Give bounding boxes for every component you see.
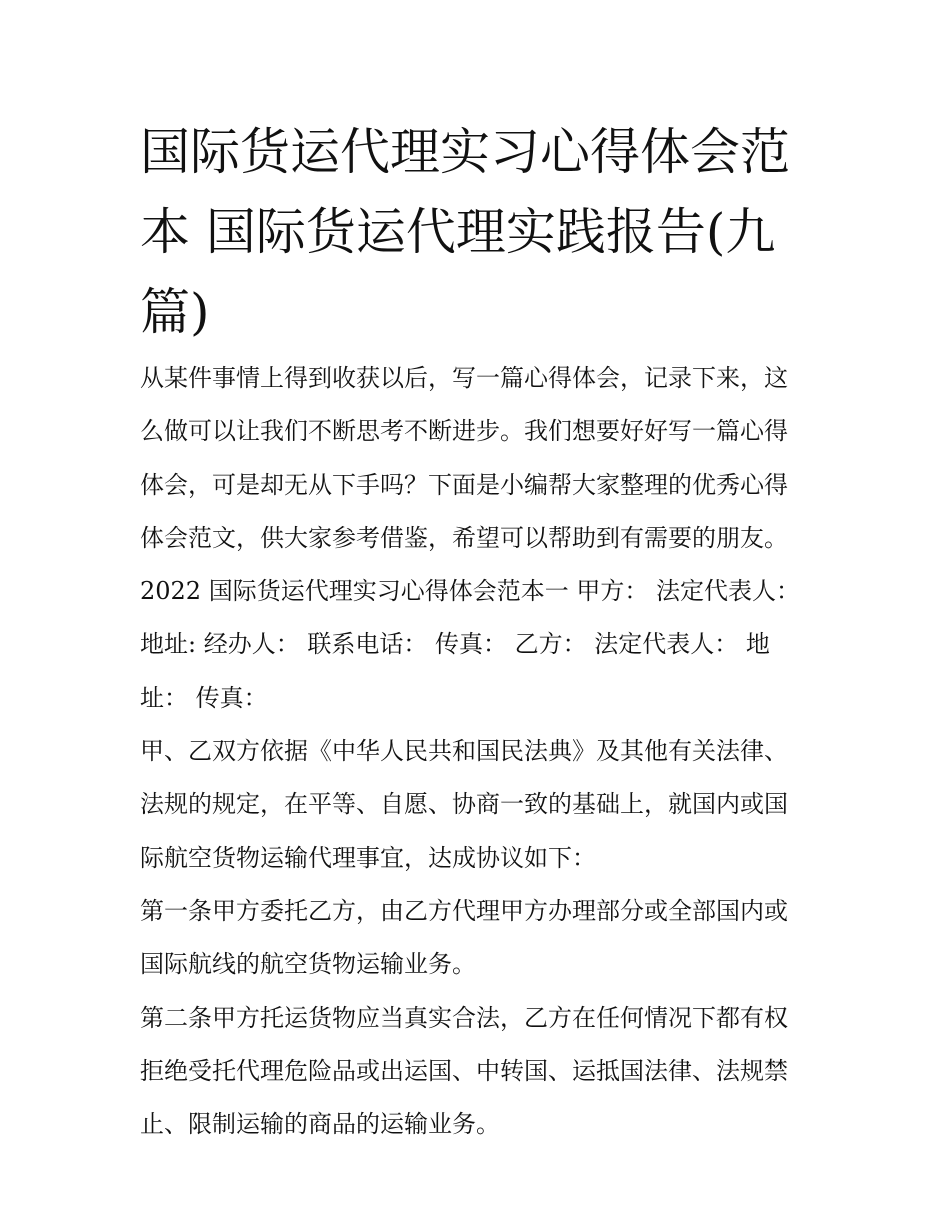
body-line — [140, 672, 820, 725]
body-line-text: 址： 传真： — [140, 683, 268, 712]
body-line-text: 法规的规定，在平等、自愿、协商一致的基础上，就国内或国 — [140, 790, 788, 819]
body-line — [140, 512, 820, 565]
title-line-2: 本 国际货运代理实践报告(九 — [140, 203, 776, 261]
body-line-text: 体会，可是却无从下手吗？下面是小编帮大家整理的优秀心得 — [140, 470, 788, 499]
body-line-text: 止、限制运输的商品的运输业务。 — [140, 1110, 500, 1139]
body-line-text: 甲、乙双方依据《中华人民共和国民法典》及其他有关法律、 — [140, 737, 788, 766]
body-line — [140, 459, 820, 512]
title-line-1: 国际货运代理实习心得体会范 — [140, 123, 790, 181]
body-line-text: 际航空货物运输代理事宜，达成协议如下： — [140, 843, 596, 872]
body-line — [140, 352, 820, 405]
body-line — [140, 725, 820, 778]
body-line-text: 国际航线的航空货物运输业务。 — [140, 950, 476, 979]
body-line — [140, 832, 820, 885]
body-line — [140, 992, 820, 1045]
body-line-text: 第二条甲方托运货物应当真实合法，乙方在任何情况下都有权 — [140, 1003, 788, 1032]
body-line — [140, 1045, 820, 1098]
body-line-text: 拒绝受托代理危险品或出运国、中转国、运抵国法律、法规禁 — [140, 1056, 788, 1085]
body-line — [140, 618, 820, 671]
body-line-text: 么做可以让我们不断思考不断进步。我们想要好好写一篇心得 — [140, 417, 788, 446]
body-line-text: 体会范文，供大家参考借鉴，希望可以帮助到有需要的朋友。 — [140, 523, 788, 552]
body-line — [140, 778, 820, 831]
body-line-text: 2022 国际货运代理实习心得体会范本一 甲方： 法定代表人： — [140, 577, 800, 606]
body-line-text: 从某件事情上得到收获以后，写一篇心得体会，记录下来，这 — [140, 364, 788, 392]
body-line — [140, 938, 820, 991]
body-line — [140, 1098, 820, 1151]
body-line — [140, 885, 820, 938]
body-line — [140, 405, 820, 458]
document-title — [140, 112, 820, 352]
document-body — [140, 352, 820, 1151]
body-line-text: 地址: 经办人： 联系电话： 传真： 乙方： 法定代表人： 地 — [140, 630, 770, 659]
body-line-text: 第一条甲方委托乙方，由乙方代理甲方办理部分或全部国内或 — [140, 896, 788, 925]
title-line-3: 篇) — [140, 283, 210, 341]
body-line — [140, 565, 820, 618]
